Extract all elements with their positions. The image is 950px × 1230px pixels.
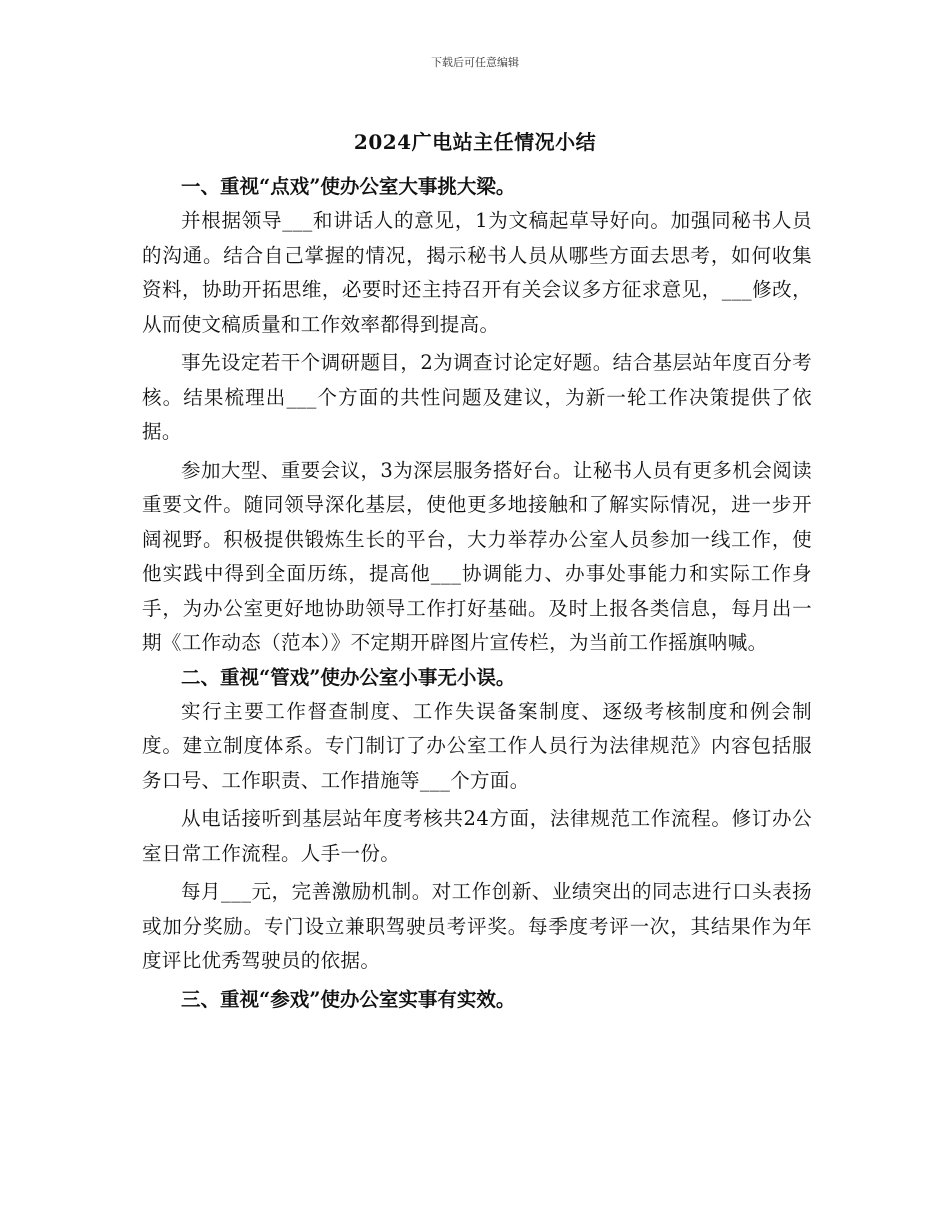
paragraph: 事先设定若干个调研题目，2为调查讨论定好题。结合基层站年度百分考核。结果梳理出___个方面的共性问题及建议，为新一轮工作决策提供了依据。 bbox=[142, 351, 812, 443]
paragraph: 实行主要工作督查制度、工作失误备案制度、逐级考核制度和例会制度。建立制度体系。专门制订了办公室工作人员行为法律规范》内容包括服务口号、工作职责、工作措施等___个方面。 bbox=[142, 699, 812, 792]
document-title: 2024广电站主任情况小结 bbox=[353, 130, 597, 154]
paragraph: 每月___元，完善激励机制。对工作创新、业绩突出的同志进行口头表扬或加分奖励。专门设立兼职驾驶员考评奖。每季度考评一次，其结果作为年度评比优秀驾驶员的依据。 bbox=[142, 880, 812, 972]
paragraph: 并根据领导___和讲话人的意见，1为文稿起草导好向。加强同秘书人员的沟通。结合自己掌握的情况，揭示秘书人员从哪些方面去思考，如何收集资料，协助开拓思维，必要时还主持召开有关会议多方征求意见，___修改，从而使文稿质量和工作效率都得到提高。 bbox=[142, 209, 812, 336]
paragraph: 参加大型、重要会议，3为深层服务搭好台。让秘书人员有更多机会阅读重要文件。随同领导深化基层，使他更多地接触和了解实际情况，进一步开阔视野。积极提供锻炼生长的平台，大力举荐办公室人员参加一线工作，使他实践中得到全面历练，提高他___协调能力、办事处事能力和实际工作身手，为办公室更好地协助领导工作打好基础。及时上报各类信息，每月出一期《工作动态（范本）》不定期开辟图片宣传栏，为当前工作摇旗呐喊。 bbox=[142, 458, 812, 654]
section-heading-1: 一、重视“点戏”使办公室大事挑大梁。 bbox=[181, 175, 516, 198]
document-body bbox=[142, 170, 812, 1017]
section-heading-3: 三、重视“参戏”使办公室实事有实效。 bbox=[181, 987, 516, 1011]
section-heading-2: 二、重视“管戏”使办公室小事无小误。 bbox=[181, 665, 516, 689]
header-note: 下载后可任意编辑 bbox=[431, 56, 519, 69]
paragraph: 从电话接听到基层站年度考核共24方面，法律规范工作流程。修订办公室日常工作流程。人手一份。 bbox=[142, 807, 812, 865]
